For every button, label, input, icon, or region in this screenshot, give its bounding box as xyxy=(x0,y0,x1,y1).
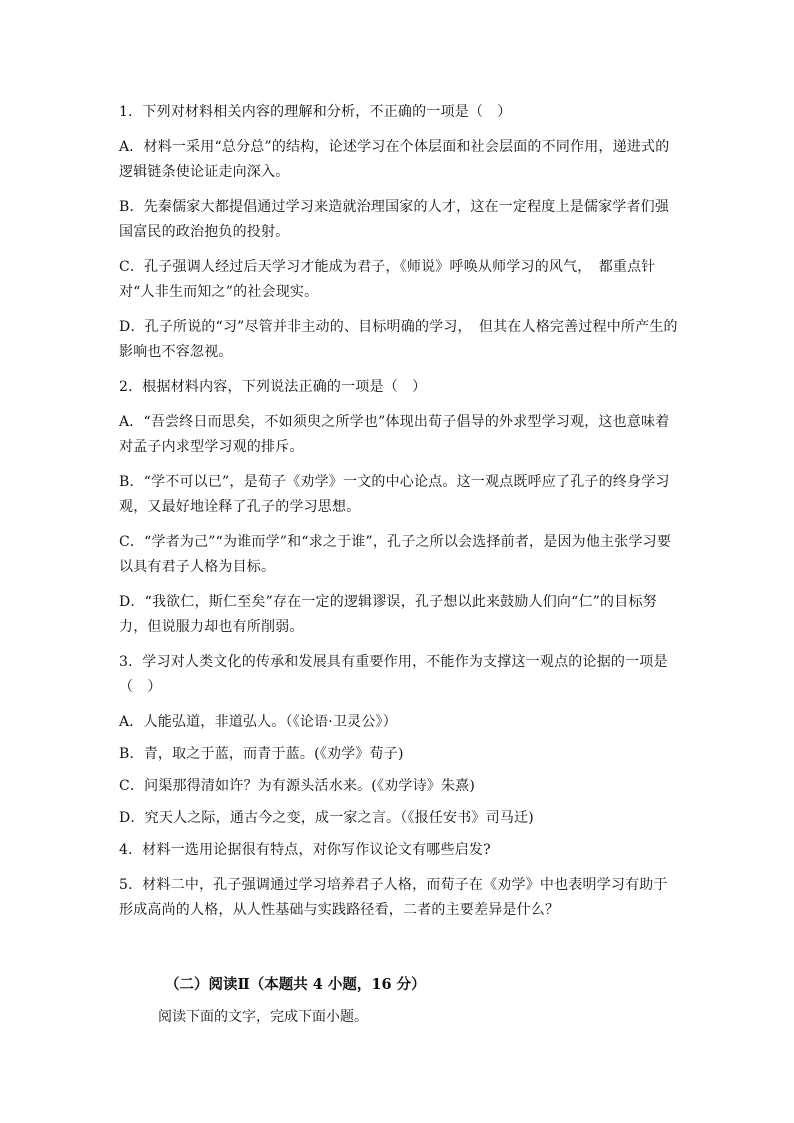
q3-option-b: B．青，取之于蓝，而青于蓝。(《劝学》荀子) xyxy=(119,746,404,762)
questions-block xyxy=(119,100,679,923)
q3-option-a: A．人能弘道，非道弘人。（《论语·卫灵公》） xyxy=(119,714,397,730)
q1-option-a: A．材料一采用“总分总”的结构，论述学习在个体层面和社会层面的不同作用，递进式的逻辑链条使论证走向深入。 xyxy=(119,139,670,180)
q1-option-c: C．孔子强调人经过后天学习才能成为君子，《师说》呼唤从师学习的风气， 都重点针对“人非生而知之”的社会现实。 xyxy=(119,259,656,300)
q2-option-b: B．“学不可以已”，是荀子《劝学》一文的中心论点。这一观点既呼应了孔子的终身学习观，又最好地诠释了孔子的学习思想。 xyxy=(119,474,670,515)
q3-option-d: D．究天人之际，通古今之变，成一家之言。（《报任安书》司马迁) xyxy=(119,810,534,826)
question-3: 3．学习对人类文化的传承和发展具有重要作用，不能作为支撑这一观点的论据的一项是（ ） xyxy=(119,654,668,695)
question-5: 5．材料二中，孔子强调通过学习培养君子人格，而荀子在《劝学》中也表明学习有助于形成高尚的人格，从人性基础与实践路径看，二者的主要差异是什么？ xyxy=(119,877,668,918)
section-intro: 阅读下面的文字，完成下面小题。 xyxy=(158,1009,368,1025)
q1-option-d: D．孔子所说的“习”尽管并非主动的、目标明确的学习， 但其在人格完善过程中所产生的影响也不容忽视。 xyxy=(119,319,678,360)
section-title: （二）阅读Ⅱ（本题共 4 小题，16 分） xyxy=(165,976,426,993)
q2-option-c: C．“学者为己”“为谁而学”和“求之于谁”，孔子之所以会选择前者，是因为他主张学习要以具有君子人格为目标。 xyxy=(119,534,672,575)
question-1: 1．下列对材料相关内容的理解和分析，不正确的一项是（ ） xyxy=(119,104,512,120)
q1-option-b: B．先秦儒家大都提倡通过学习来造就治理国家的人才，这在一定程度上是儒家学者们强国富民的政治抱负的投射。 xyxy=(119,199,670,240)
question-2: 2．根据材料内容，下列说法正确的一项是（ ） xyxy=(119,379,427,395)
question-4: 4．材料一选用论据很有特点，对你写作议论文有哪些启发? xyxy=(119,842,491,858)
q2-option-d: D．“我欲仁，斯仁至矣”存在一定的逻辑谬误，孔子想以此来鼓励人们向“仁”的目标努力，但说服力却也有所削弱。 xyxy=(119,594,657,635)
q2-option-a: A．“吾尝终日而思矣，不如须臾之所学也”体现出荀子倡导的外求型学习观，这也意味着对孟子内求型学习观的排斥。 xyxy=(119,414,670,455)
q3-option-c: C．问渠那得清如许？为有源头活水来。(《劝学诗》朱熹) xyxy=(119,778,476,794)
